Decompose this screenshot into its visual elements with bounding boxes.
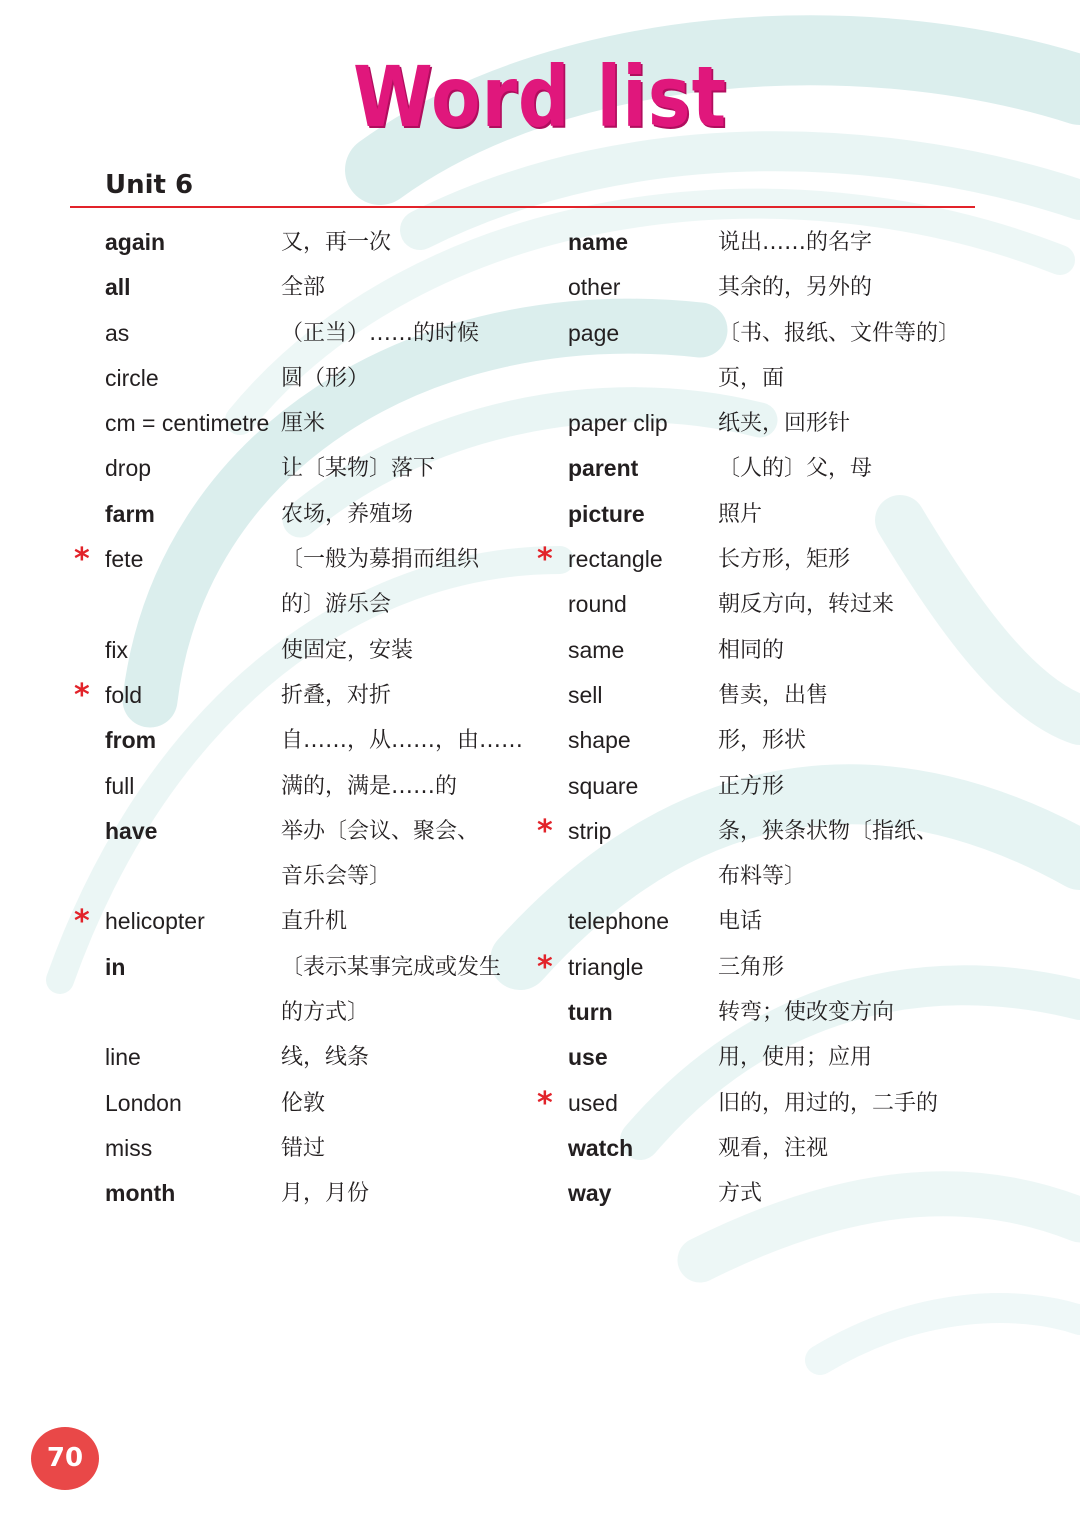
english-word: triangle <box>568 953 644 980</box>
chinese-meaning: 让〔某物〕落下 <box>281 456 436 482</box>
chinese-meaning: 线，线条 <box>281 1045 370 1071</box>
english-word: full <box>105 772 135 799</box>
english-word: use <box>568 1044 608 1071</box>
english-word: line <box>105 1044 141 1071</box>
chinese-meaning: 又，再一次 <box>281 230 392 255</box>
chinese-meaning: 相同的 <box>718 637 785 663</box>
english-word: in <box>105 953 126 980</box>
english-word: London <box>105 1089 182 1116</box>
chinese-meaning: 的〕游乐会 <box>281 592 392 618</box>
asterisk-icon: * <box>537 542 553 578</box>
chinese-meaning: 音乐会等〕 <box>281 864 392 890</box>
chinese-meaning: 满的，满是……的 <box>281 773 458 799</box>
english-word: strip <box>568 817 612 844</box>
english-word: other <box>568 274 621 301</box>
chinese-meaning: 条，狭条状物〔指纸、 <box>718 818 939 844</box>
unit-heading: Unit 6 <box>105 170 194 200</box>
page-title: Word list <box>352 48 728 146</box>
chinese-meaning: 〔书、报纸、文件等的〕 <box>718 320 961 346</box>
chinese-meaning: 的方式〕 <box>281 1000 370 1026</box>
chinese-meaning: 农场，养殖场 <box>281 501 414 527</box>
page-number-badge: 70 <box>31 1427 99 1490</box>
chinese-meaning: 页，面 <box>718 365 785 391</box>
chinese-meaning: 〔人的〕父，母 <box>718 456 873 482</box>
english-word: name <box>568 229 629 255</box>
chinese-meaning: 售卖，出售 <box>718 682 829 708</box>
english-word: cm = centimetre <box>105 410 270 437</box>
asterisk-icon: * <box>537 1085 553 1121</box>
chinese-meaning: 旧的，用过的，二手的 <box>718 1090 939 1116</box>
english-word: paper clip <box>568 410 668 437</box>
asterisk-icon: * <box>74 677 90 713</box>
english-word: page <box>568 319 620 346</box>
english-word: same <box>568 636 625 663</box>
english-word: again <box>105 229 166 255</box>
english-word: circle <box>105 364 159 391</box>
english-word: used <box>568 1089 618 1116</box>
chinese-meaning: 其余的，另外的 <box>718 275 873 301</box>
asterisk-icon: * <box>537 813 553 849</box>
chinese-meaning: 直升机 <box>281 909 348 935</box>
chinese-meaning: 用，使用；应用 <box>718 1045 873 1071</box>
chinese-meaning: 〔一般为募捐而组织 <box>281 547 480 573</box>
chinese-meaning: 朝反方向，转过来 <box>718 592 895 618</box>
english-word: miss <box>105 1134 153 1161</box>
english-word: way <box>568 1180 612 1207</box>
asterisk-icon: * <box>537 949 553 985</box>
asterisk-icon: * <box>74 542 90 578</box>
english-word: telephone <box>568 908 670 935</box>
chinese-meaning: 使固定，安装 <box>281 637 414 663</box>
english-word: farm <box>105 500 155 527</box>
asterisk-icon: * <box>74 904 90 940</box>
chinese-meaning: 圆（形） <box>281 365 370 391</box>
chinese-meaning: 自……，从……，由…… <box>281 728 524 754</box>
chinese-meaning: 形，形状 <box>718 728 807 754</box>
chinese-meaning: 转弯；使改变方向 <box>718 1000 895 1026</box>
english-word: fold <box>105 681 143 708</box>
chinese-meaning: 月，月份 <box>281 1181 370 1207</box>
chinese-meaning: 说出……的名字 <box>718 230 873 255</box>
chinese-meaning: 厘米 <box>281 411 326 437</box>
english-word: parent <box>568 455 639 482</box>
heading-divider <box>70 206 975 208</box>
chinese-meaning: 举办〔会议、聚会、 <box>281 818 480 844</box>
english-word: as <box>105 319 130 346</box>
chinese-meaning: 照片 <box>718 501 763 527</box>
chinese-meaning: 伦敦 <box>281 1090 326 1116</box>
english-word: shape <box>568 727 631 754</box>
chinese-meaning: 长方形，矩形 <box>718 547 851 573</box>
chinese-meaning: 错过 <box>281 1135 326 1161</box>
english-word: rectangle <box>568 546 663 573</box>
chinese-meaning: 正方形 <box>718 773 785 799</box>
english-word: fix <box>105 636 128 663</box>
english-word: sell <box>568 681 603 708</box>
english-word: have <box>105 817 158 844</box>
chinese-meaning: 纸夹，回形针 <box>718 411 851 437</box>
english-word: picture <box>568 500 645 527</box>
chinese-meaning: （正当）……的时候 <box>281 320 480 346</box>
english-word: all <box>105 274 131 301</box>
english-word: turn <box>568 999 613 1026</box>
english-word: fete <box>105 546 144 573</box>
english-word: month <box>105 1180 176 1207</box>
chinese-meaning: 三角形 <box>718 954 785 980</box>
chinese-meaning: 布料等〕 <box>718 864 807 890</box>
english-word: square <box>568 772 639 799</box>
chinese-meaning: 折叠，对折 <box>281 682 392 708</box>
english-word: helicopter <box>105 908 205 935</box>
english-word: drop <box>105 455 152 482</box>
chinese-meaning: 〔表示某事完成或发生 <box>281 954 502 980</box>
english-word: round <box>568 591 627 618</box>
chinese-meaning: 方式 <box>718 1181 763 1207</box>
english-word: watch <box>568 1134 634 1161</box>
chinese-meaning: 电话 <box>718 909 763 935</box>
english-word: from <box>105 727 157 754</box>
chinese-meaning: 全部 <box>281 275 326 301</box>
chinese-meaning: 观看，注视 <box>718 1135 829 1161</box>
